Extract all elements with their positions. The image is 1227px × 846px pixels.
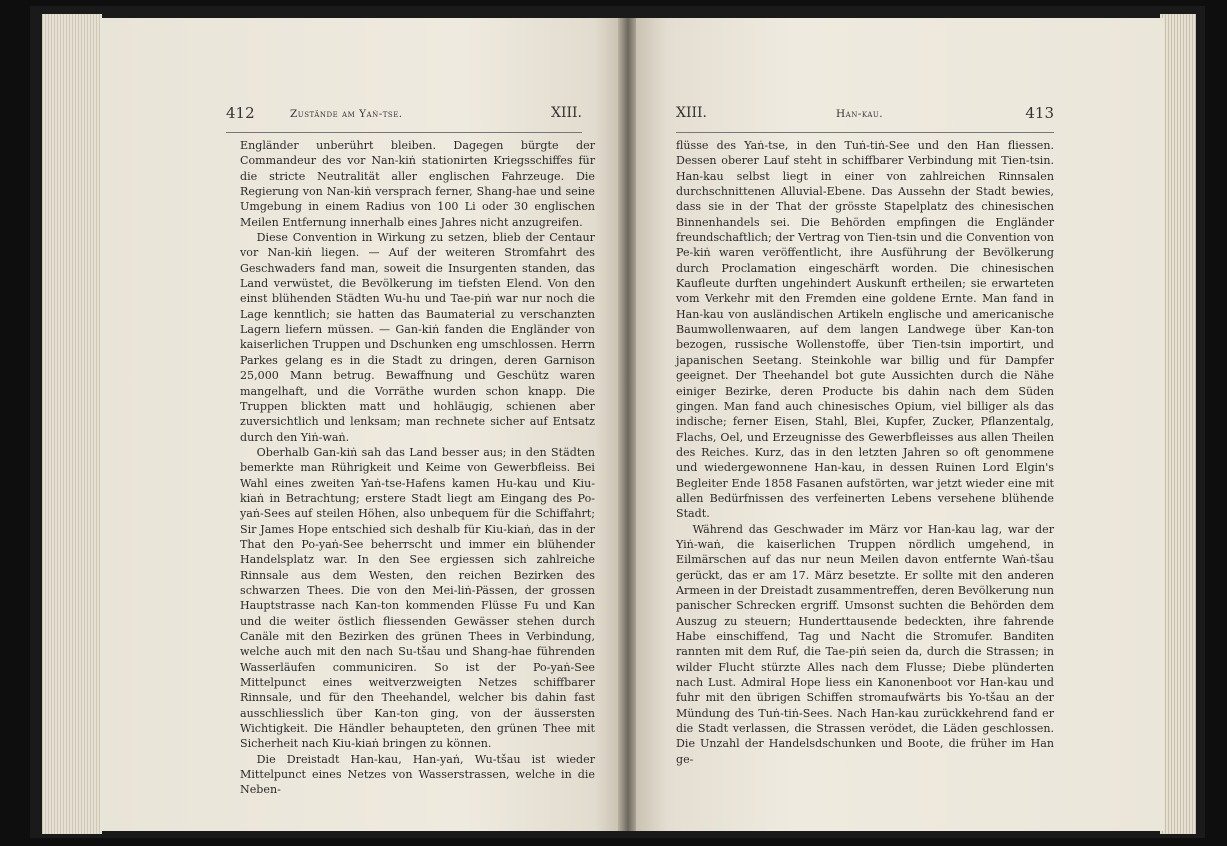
right-page <box>636 18 1164 831</box>
right-page-edges <box>1160 14 1196 834</box>
left-page <box>100 18 620 831</box>
book-gutter <box>618 18 638 831</box>
paragraph: Engländer unberührt bleiben. Dagegen bürgte der Commandeur des vor Nan-kiṅ stationirten Kriegsschiffes für die stricte Neutralität aller englischen Fahrzeuge. Die Regierung von Nan-kiṅ versprach ferner, Shang-hae und seine Umgebung in einem Radius von 100 Li oder 30 englischen Meilen Entfernung innerhalb eines Jahres nicht anzugreifen. <box>240 139 595 229</box>
left-page-body <box>240 138 595 798</box>
right-header-rule <box>676 132 1054 133</box>
paragraph: Diese Convention in Wirkung zu setzen, blieb der Centaur vor Nan-kiṅ liegen. — Auf der weiteren Stromfahrt des Geschwaders fand man, soweit die Insurgenten standen, das Land verwüstet, die Bevölkerung im tiefsten Elend. Von den einst blühenden Städten Wu-hu und Tae-piṅ war nur noch die Lage kenntlich; sie hatten das Baumaterial zu verschanzten Lagern liefern müssen. — Gan-kiṅ fanden die Engländer von kaiserlichen Truppen und Dschunken eng umschlossen. Herrn Parkes gelang es in die Stadt zu dringen, deren Garnison 25,000 Mann betrug. Bewaffnung und Geschütz waren mangelhaft, und die Vorräthe wurden schon knapp. Die Truppen blickten matt und hohläugig, schienen aber zuversichtlich und lenksam; man rechnete sicher auf Entsatz durch den Yiṅ-waṅ. <box>240 231 595 444</box>
paragraph: Die Dreistadt Han-kau, Han-yaṅ, Wu-tšau ist wieder Mittelpunct eines Netzes von Wasserstrassen, welche in die Neben- <box>240 752 595 797</box>
left-page-header <box>226 106 582 128</box>
paragraph: Während das Geschwader im März vor Han-kau lag, war der Yiṅ-waṅ, die kaiserlichen Truppen nördlich umgehend, in Eilmärschen auf das nur neun Meilen davon entfernte Waṅ-tšau gerückt, das er am 17. März besetzte. Er sollte mit den anderen Armeen in der Dreistadt zusammentreffen, deren Bevölkerung nun panischer Schrecken ergriff. Umsonst suchten die Behörden dem Auszug zu steuern; Hunderttausende bedeckten, ihre fahrende Habe einschiffend, Tag und Nacht die Stromufer. Banditen rannten mit dem Ruf, die Tae-piṅ seien da, durch die Strassen; in wilder Flucht stürzte Alles nach dem Flusse; Diebe plünderten nach Lust. Admiral Hope liess ein Kanonenboot vor Han-kau und fuhr mit den übrigen Schiffen stromaufwärts bis Yo-tšau an der Mündung des Tuṅ-tiṅ-Sees. Nach Han-kau zurückkehrend fand er die Stadt verlassen, die Strassen verödet, die Läden geschlossen. Die Unzahl der Handelsdschunken und Boote, die früher im Han ge- <box>676 522 1054 766</box>
left-page-edges <box>42 14 102 834</box>
left-chapter-number: XIII. <box>550 105 582 121</box>
right-chapter-number: XIII. <box>676 105 708 121</box>
paragraph: flüsse des Yaṅ-tse, in den Tuṅ-tiṅ-See und den Han fliessen. Dessen oberer Lauf steht in schiffbarer Verbindung mit Tien-tsin. Han-kau selbst liegt in einer von zahlreichen Rinnsalen durchschnittenen Alluvial-Ebene. Das Aussehn der Stadt bewies, dass sie in der That der grösste Stapelplatz des chinesischen Binnenhandels sei. Die Behörden empfingen die Engländer freundschaftlich; der Vertrag von Tien-tsin und die Convention von Pe-kiṅ waren veröffentlicht, ihre Ausführung der Bevölkerung durch Proclamation eingeschärft worden. Die chinesischen Kaufleute durften ungehindert Auskunft ertheilen; sie erwarteten vom Verkehr mit den Fremden eine goldene Ernte. Man fand in Han-kau von ausländischen Artikeln englische und americanische Baumwollenwaaren, auf dem langen Landwege über Kan-ton bezogen, russische Wollenstoffe, über Tien-tsin importirt, und japanischen Seetang. Steinkohle war billig und für Dampfer geeignet. Der Theehandel bot gute Aussichten durch die Nähe einiger Bezirke, deren Producte bis dahin nach dem Süden gingen. Man fand auch chinesisches Opium, viel billiger als das indische; ferner Eisen, Stahl, Blei, Kupfer, Zucker, Pflanzentalg, Flachs, Oel, und Erzeugnisse des Gewerbfleisses aus allen Theilen des Reiches. Kurz, das in den letzten Jahren so oft genommene und wiedergewonnene Han-kau, in dessen Ruinen Lord Elgin's Begleiter Ende 1858 Fasanen aufstörten, war jetzt wieder eine mit allen Bedürfnissen des verfeinerten Lebens versehene blühende Stadt. <box>676 139 1054 521</box>
right-page-number: 413 <box>1025 104 1054 122</box>
left-header-rule <box>226 132 582 133</box>
right-running-title: Han-kau. <box>836 108 884 120</box>
left-running-title: Zustände am Yaṅ-tse. <box>290 108 403 120</box>
left-page-number: 412 <box>226 104 255 122</box>
right-page-header <box>676 106 1054 128</box>
paragraph: Oberhalb Gan-kiṅ sah das Land besser aus; in den Städten bemerkte man Rührigkeit und Keime von Gewerbfleiss. Bei Wahl eines zweiten Yaṅ-tse-Hafens kamen Hu-kau und Kiu-kiaṅ in Betrachtung; erstere Stadt liegt am Eingang des Po-yaṅ-Sees auf steilen Höhen, also unbequem für die Schiffahrt; Sir James Hope entschied sich deshalb für Kiu-kiaṅ, das in der That den Po-yaṅ-See beherrscht und immer ein blühender Handelsplatz war. In den See ergiessen sich zahlreiche Rinnsale aus dem Westen, den reichen Bezirken des schwarzen Thees. Die von den Mei-liṅ-Pässen, der grossen Hauptstrasse nach Kan-ton kommenden Flüsse Fu und Kan und die weiter östlich fliessenden Gewässer stehen durch Canäle mit den Bezirken des grünen Thees in Verbindung, welche auch mit den nach Su-tšau und Shang-hae führenden Wasserläufen communiciren. So ist der Po-yaṅ-See Mittelpunct eines weitverzweigten Netzes schiffbarer Rinnsale, und für den Theehandel, welcher bis dahin fast ausschliesslich über Kan-ton ging, von der äussersten Wichtigkeit. Die Händler behaupteten, den grünen Thee mit Sicherheit nach Kiu-kiaṅ bringen zu können. <box>240 445 595 751</box>
right-page-body <box>676 138 1054 767</box>
